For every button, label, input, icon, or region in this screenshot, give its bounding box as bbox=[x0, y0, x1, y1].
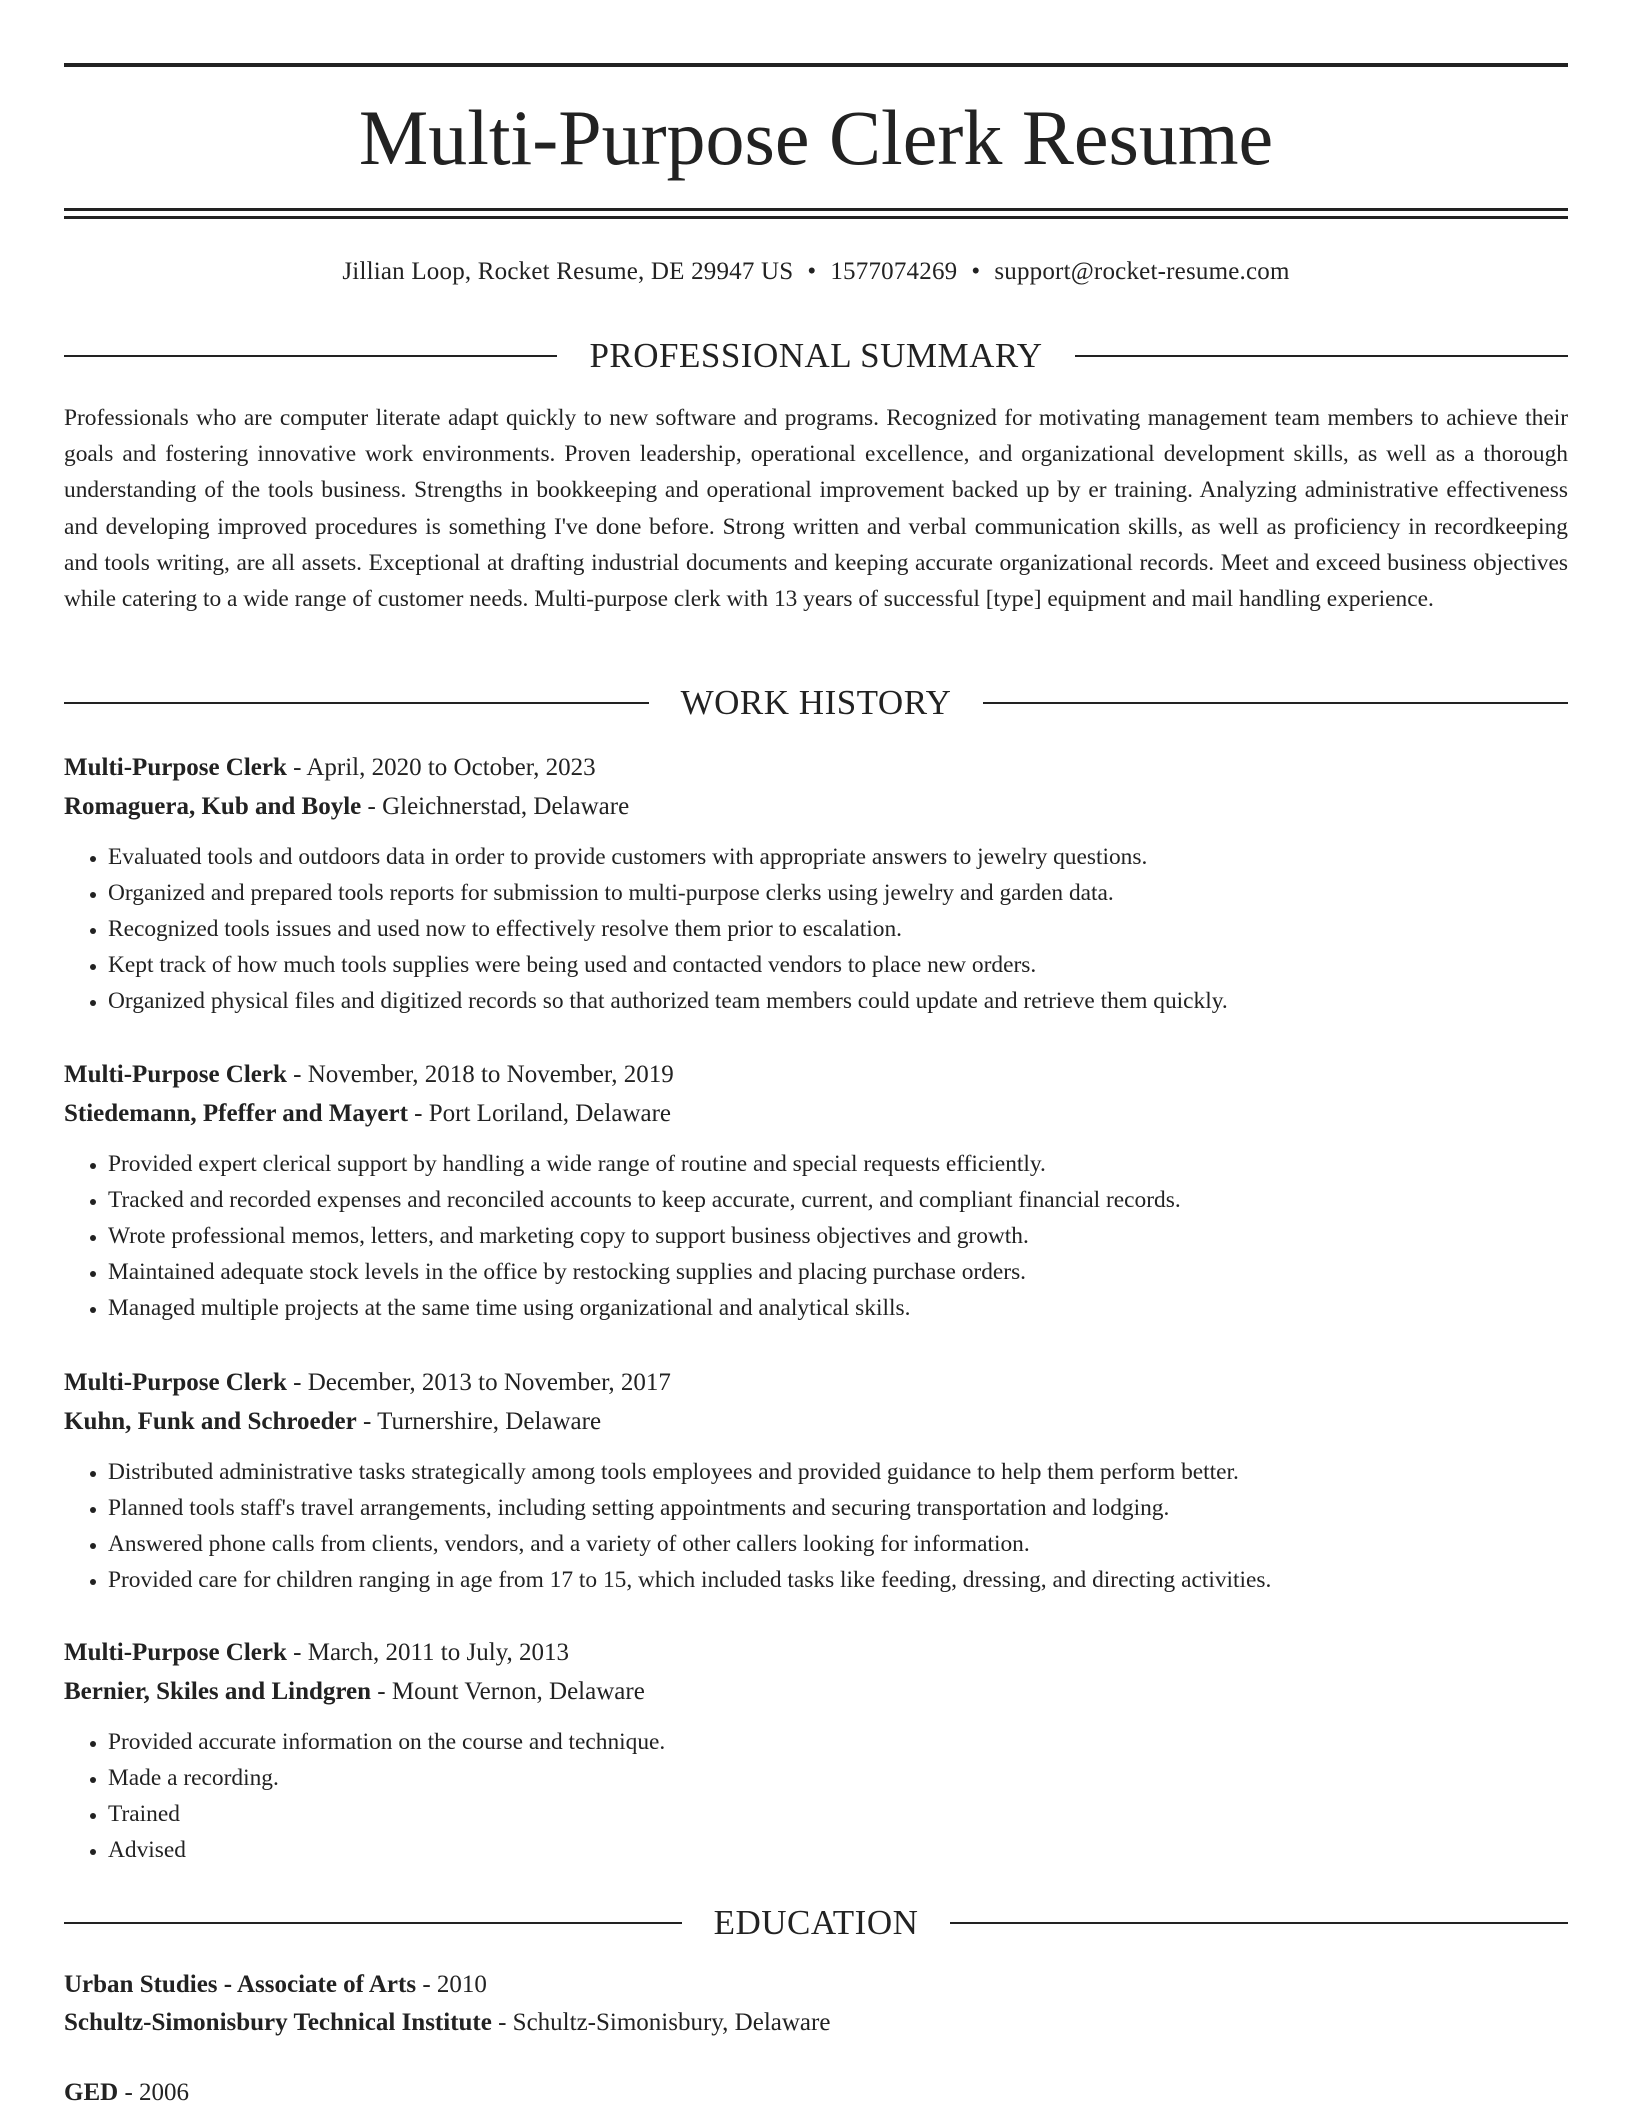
job-company: Stiedemann, Pfeffer and Mayert bbox=[64, 1100, 408, 1127]
contact-separator: • bbox=[807, 258, 817, 285]
job-bullets bbox=[64, 839, 1568, 1019]
list-item: • Made a recording. bbox=[108, 1760, 1568, 1796]
list-item: • Managed multiple projects at the same time using organizational and analytical skills. bbox=[108, 1290, 1568, 1326]
heading-rule bbox=[983, 702, 1568, 704]
top-rule bbox=[64, 63, 1568, 67]
job-dates: - December, 2013 to November, 2017 bbox=[286, 1369, 671, 1396]
job-location: - Port Loriland, Delaware bbox=[407, 1100, 672, 1127]
list-item: • Tracked and recorded expenses and reconciled accounts to keep accurate, current, and compliant financial records. bbox=[108, 1182, 1568, 1218]
job-title: Multi-Purpose Clerk bbox=[64, 1639, 287, 1666]
job-company-line bbox=[64, 1402, 1568, 1441]
section-title: PROFESSIONAL SUMMARY bbox=[589, 336, 1043, 375]
title-rule-lower bbox=[64, 216, 1568, 219]
job-dates: - November, 2018 to November, 2019 bbox=[286, 1061, 674, 1088]
job-entry bbox=[64, 748, 1568, 1019]
contact-address: Jillian Loop, Rocket Resume, DE 29947 US bbox=[342, 258, 794, 285]
job-title-line bbox=[64, 1633, 1568, 1672]
section-title: EDUCATION bbox=[713, 1903, 919, 1942]
education-degree: GED bbox=[64, 2079, 119, 2106]
list-item: • Provided accurate information on the course and technique. bbox=[108, 1724, 1568, 1760]
list-item: • Planned tools staff's travel arrangements, including setting appointments and securing transportation and lodging. bbox=[108, 1490, 1568, 1526]
contact-phone: 1577074269 bbox=[830, 258, 958, 285]
contact-email: support@rocket-resume.com bbox=[994, 258, 1290, 285]
summary-paragraph: Professionals who are computer literate adapt quickly to new software and programs. Recognized for motivating management team members to achieve their goals and fostering innovative work environments. Proven leadership, operational excellence, and organizational development skills, as well as a thorough understanding of the tools business. Strengths in bookkeeping and operational improvement backed up by er training. Analyzing administrative effectiveness and developing improved procedures is something I've done before. Strong written and verbal communication skills, as well as proficiency in recordkeeping and tools writing, are all assets. Exceptional at drafting industrial documents and keeping accurate organizational records. Meet and exceed business objectives while catering to a wide range of customer needs. Multi-purpose clerk with 13 years of successful [type] equipment and mail handling experience. bbox=[64, 405, 1568, 613]
heading-rule bbox=[64, 355, 557, 357]
job-dates: - March, 2011 to July, 2013 bbox=[286, 1639, 570, 1666]
list-item: • Provided expert clerical support by handling a wide range of routine and special requests efficiently. bbox=[108, 1146, 1568, 1182]
section-heading-work bbox=[64, 683, 1568, 723]
education-degree: Urban Studies - Associate of Arts bbox=[64, 1971, 417, 1998]
list-item: • Kept track of how much tools supplies were being used and contacted vendors to place new orders. bbox=[108, 947, 1568, 983]
job-company: Bernier, Skiles and Lindgren bbox=[64, 1678, 372, 1705]
education-location: - Schultz-Simonisbury, Delaware bbox=[491, 2009, 831, 2036]
list-item: • Organized and prepared tools reports for submission to multi-purpose clerks using jewelry and garden data. bbox=[108, 875, 1568, 911]
heading-rule bbox=[64, 1922, 682, 1924]
list-item: • Recognized tools issues and used now to effectively resolve them prior to escalation. bbox=[108, 911, 1568, 947]
heading-rule bbox=[950, 1922, 1568, 1924]
page-title: Multi-Purpose Clerk Resume bbox=[358, 94, 1274, 181]
section-heading-education bbox=[64, 1903, 1568, 1943]
job-title: Multi-Purpose Clerk bbox=[64, 754, 287, 781]
heading-rule bbox=[1075, 355, 1568, 357]
job-company-line bbox=[64, 1672, 1568, 1711]
title-rule-upper bbox=[64, 208, 1568, 211]
list-item: • Distributed administrative tasks strategically among tools employees and provided guidance to help them perform better. bbox=[108, 1454, 1568, 1490]
job-location: - Mount Vernon, Delaware bbox=[371, 1678, 645, 1705]
heading-rule bbox=[64, 702, 649, 704]
job-title-line bbox=[64, 748, 1568, 787]
job-title-line bbox=[64, 1055, 1568, 1094]
list-item: • Advised bbox=[108, 1832, 1568, 1868]
job-company: Kuhn, Funk and Schroeder bbox=[64, 1408, 357, 1435]
job-entry bbox=[64, 1633, 1568, 1868]
contact-line bbox=[64, 254, 1568, 290]
job-title: Multi-Purpose Clerk bbox=[64, 1369, 287, 1396]
education-degree-line bbox=[64, 2074, 1568, 2112]
job-entry bbox=[64, 1055, 1568, 1326]
list-item: • Organized physical files and digitized records so that authorized team members could update and retrieve them quickly. bbox=[108, 983, 1568, 1019]
list-item: • Maintained adequate stock levels in the office by restocking supplies and placing purchase orders. bbox=[108, 1254, 1568, 1290]
job-title-line bbox=[64, 1363, 1568, 1402]
list-item: • Evaluated tools and outdoors data in order to provide customers with appropriate answers to jewelry questions. bbox=[108, 839, 1568, 875]
job-location: - Turnershire, Delaware bbox=[356, 1408, 602, 1435]
job-bullets bbox=[64, 1146, 1568, 1326]
education-degree-line bbox=[64, 1966, 1568, 2004]
list-item: • Provided care for children ranging in age from 17 to 15, which included tasks like feeding, dressing, and directing activities. bbox=[108, 1562, 1568, 1598]
job-location: - Gleichnerstad, Delaware bbox=[361, 793, 630, 820]
education-entry bbox=[64, 1966, 1568, 2042]
list-item: • Wrote professional memos, letters, and marketing copy to support business objectives and growth. bbox=[108, 1218, 1568, 1254]
education-school-line bbox=[64, 2004, 1568, 2042]
job-bullets bbox=[64, 1724, 1568, 1868]
job-entry bbox=[64, 1363, 1568, 1598]
education-school: Schultz-Simonisbury Technical Institute bbox=[64, 2009, 492, 2036]
section-heading-summary bbox=[64, 336, 1568, 376]
job-dates: - April, 2020 to October, 2023 bbox=[286, 754, 596, 781]
education-year: - 2006 bbox=[118, 2079, 190, 2106]
list-item: • Answered phone calls from clients, vendors, and a variety of other callers looking for information. bbox=[108, 1526, 1568, 1562]
education-entry bbox=[64, 2074, 1568, 2112]
job-company-line bbox=[64, 787, 1568, 826]
job-company: Romaguera, Kub and Boyle bbox=[64, 793, 362, 820]
job-bullets bbox=[64, 1454, 1568, 1598]
section-title: WORK HISTORY bbox=[680, 683, 952, 722]
job-title: Multi-Purpose Clerk bbox=[64, 1061, 287, 1088]
contact-separator: • bbox=[971, 258, 981, 285]
list-item: • Trained bbox=[108, 1796, 1568, 1832]
education-year: - 2010 bbox=[416, 1971, 487, 1998]
job-company-line bbox=[64, 1094, 1568, 1133]
